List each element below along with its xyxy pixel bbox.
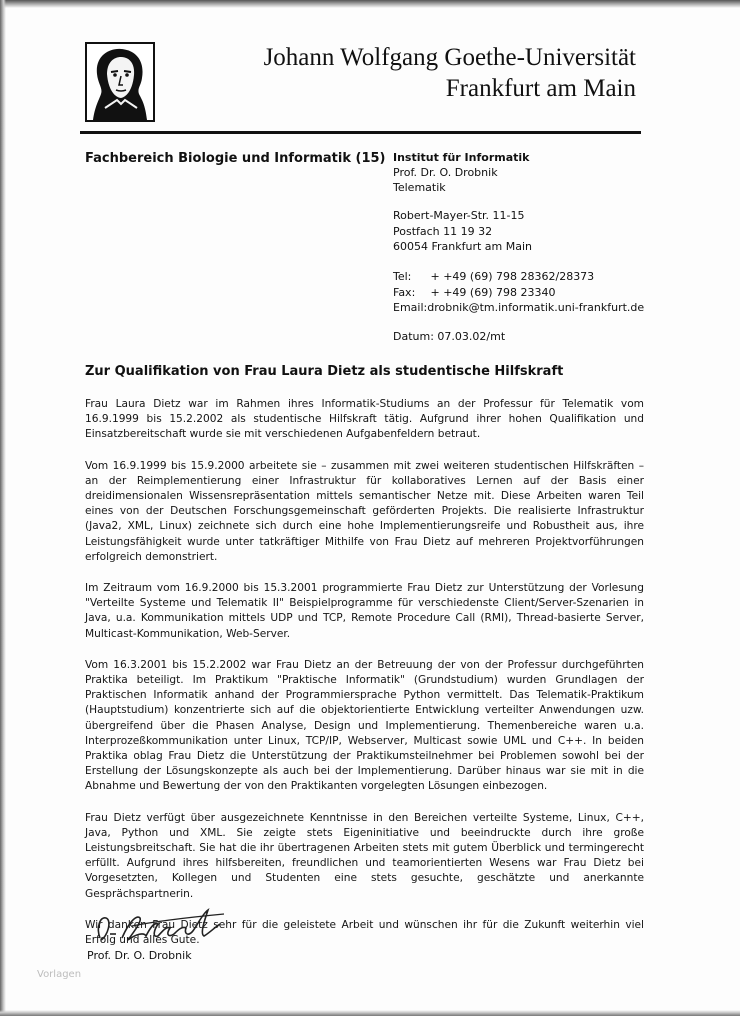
scan-edge-top	[0, 0, 740, 8]
contact-fax	[393, 285, 644, 301]
handwritten-signature	[92, 904, 242, 950]
address-postbox: Postfach 11 19 32	[393, 224, 493, 238]
address-street: Robert-Mayer-Str. 11-15	[393, 209, 525, 222]
fax-number: + +49 (69) 798 23340	[430, 285, 556, 299]
body-paragraph: Im Zeitraum vom 16.9.2000 bis 15.3.2001 programmierte Frau Dietz zur Unterstützung der Vorlesung "Verteilte Systeme und Telematik II" Beispielprogramme für verschiedenste Client/Server-Szenarien in Java, u.a. Kommunikation mittels UDP und TCP, Remote Procedure Call (RMI), Thread-basierte Server, Multicast-Kommunikation, Web-Server.	[85, 582, 644, 640]
scan-edge-left	[0, 0, 6, 1016]
address-city: 60054 Frankfurt am Main	[393, 240, 533, 253]
letter-body	[85, 397, 644, 964]
university-line-1: Johann Wolfgang Goethe-Universität	[263, 44, 636, 71]
university-name	[264, 42, 636, 104]
address-block	[393, 208, 532, 255]
body-paragraph: Vom 16.9.1999 bis 15.9.2000 arbeitete sie – zusammen mit zwei weiteren studentischen Hilfskräften – an der Reimplementierung einer Infrastruktur für kollaboratives Lernen auf der Basis einer dreidimensionalen Wissensrepräsentation mittels semantischer Netze mit. Diese Arbeiten waren Teil eines von der Deutschen Forschungsgemeinschaft geförderten Projekts. Die realisierte Infrastruktur (Java2, XML, Linux) zeichnete sich durch eine hohe Implementierungsreife und Robustheit aus, ihre Leistungsfähigkeit wurde unter tatkräftiger Mithilfe von Frau Dietz auf mehreren Projektvorführungen erfolgreich demonstriert.	[85, 459, 644, 563]
body-paragraph: Vom 16.3.2001 bis 15.2.2002 war Frau Dietz an der Betreuung der von der Professur durchgeführten Praktika beteiligt. Im Praktikum "Praktische Informatik" (Grundstudium) wurden Grundlagen der Praktischen Informatik anhand der Programmiersprache Python vermittelt. Das Telematik-Praktikum (Hauptstudium) konzentrierte sich auf die objektorientierte Entwicklung verteilter Anwendungen uzw. übergreifend über die Phasen Analyse, Design und Implementierung. Themenbereiche waren u.a. Interprozeßkommunikation unter Linux, TCP/IP, Webserver, Multicast sowie UML und C++. In beiden Praktika oblag Frau Dietz die Unterstützung der Praktikumsteilnehmer bei Problemen sowohl bei der Erstellung der Lösungskonzepte als auch bei der Implementierung. Darüber hinaus war sie mit in die Abnahme und Bewertung der von den Praktikanten vorgelegten Lösungen einbezogen.	[85, 658, 644, 793]
institute-name: Institut für Informatik	[393, 151, 530, 164]
institute-block	[393, 150, 529, 195]
institute-group: Telematik	[393, 181, 446, 194]
university-line-2: Frankfurt am Main	[445, 75, 636, 102]
contact-block	[393, 269, 644, 316]
watermark-text: Vorlagen	[37, 969, 82, 980]
goethe-portrait-icon	[85, 42, 155, 122]
scan-edge-bottom	[0, 1010, 740, 1016]
tel-number: + +49 (69) 798 28362/28373	[430, 270, 595, 283]
department-heading: Fachbereich Biologie und Informatik (15)	[85, 151, 386, 166]
body-paragraph: Frau Laura Dietz war im Rahmen ihres Informatik-Studiums an der Professur für Telematik vom 16.9.1999 bis 15.2.2002 als studentische Hilfskraft tätig. Aufgrund ihrer hohen Qualifikation und Einsatzbereitschaft wurde sie mit verschiedenen Aufgabenfeldern betraut.	[85, 398, 644, 441]
signer-name: Prof. Dr. O. Drobnik	[87, 949, 192, 962]
contact-email: Email:drobnik@tm.informatik.uni-frankfurt.de	[393, 301, 645, 314]
letterhead-divider	[80, 131, 641, 134]
fax-label: Fax:	[393, 285, 416, 299]
body-paragraph: Frau Dietz verfügt über ausgezeichnete Kenntnisse in den Bereichen verteilte Systeme, Linux, C++, Java, Python und XML. Sie zeigte stets Eigeninitiative und beeindruckte durch ihre große Leistungsbreitschaft. Sie hat die ihr übertragenen Arbeiten stets mit gutem Überblick und termingerecht erfüllt. Aufgrund ihres hilfsbereiten, freundlichen und teamorientierten Wesens war Frau Dietz bei Vorgesetzten, Kollegen und Studenten eine stets gesuchte, geschätzte und anerkannte Gesprächspartnerin.	[85, 811, 644, 900]
body-paragraph: Wir danken Frau Dietz sehr für die geleistete Arbeit und wünschen ihr für die Zukunft weiterhin viel Erfolg und alles Gute.	[85, 918, 644, 947]
contact-tel	[393, 269, 644, 285]
letter-subject: Zur Qualifikation von Frau Laura Dietz als studentische Hilfskraft	[85, 364, 564, 379]
institute-professor: Prof. Dr. O. Drobnik	[393, 166, 498, 179]
tel-label: Tel:	[393, 270, 412, 283]
letter-date: Datum: 07.03.02/mt	[393, 330, 506, 343]
